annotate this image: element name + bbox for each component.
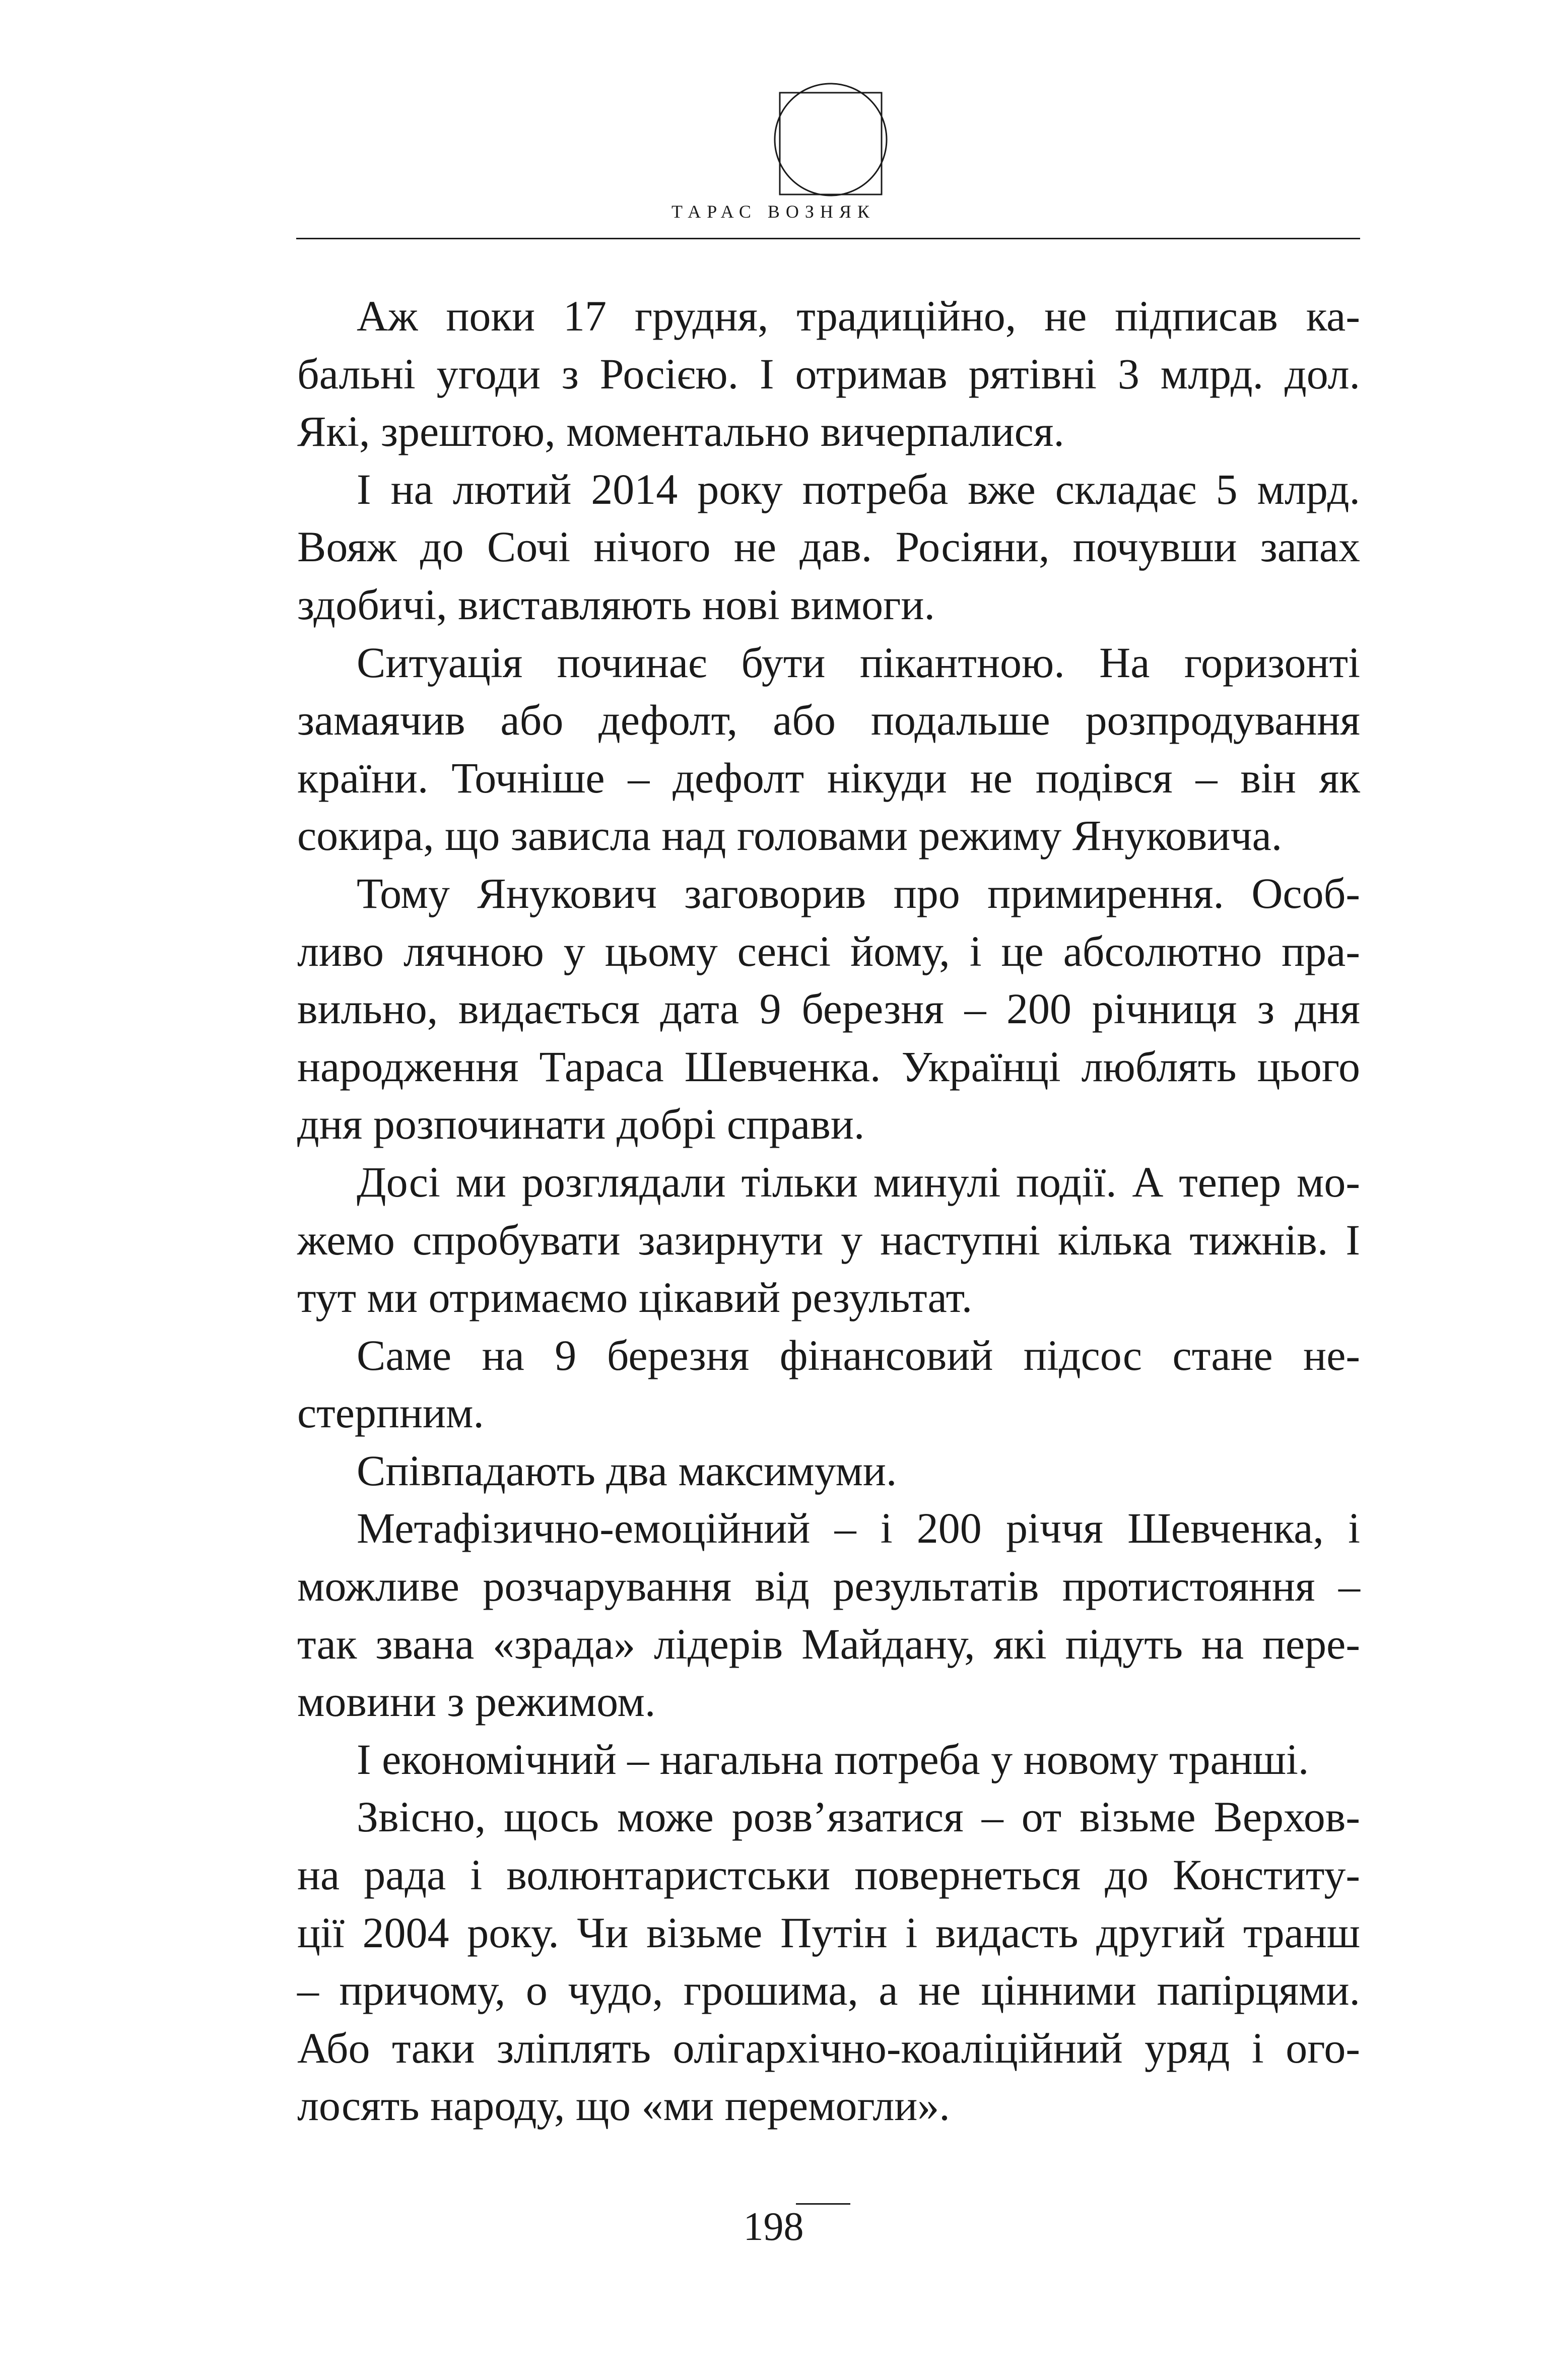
paragraph: [297, 1442, 1360, 1500]
text-line: вильно, видається дата 9 березня – 200 річниця з дня: [297, 984, 1360, 1033]
page-number: 198: [743, 2205, 804, 2249]
text-line: лосять народу, що «ми перемогли».: [297, 2081, 950, 2130]
text-line: бальні угоди з Росією. І отримав рятівні 3 млрд. дол.: [297, 349, 1360, 398]
paragraph: [297, 460, 1360, 634]
text-line: ції 2004 року. Чи візьме Путін і видасть другий транш: [297, 1908, 1360, 1957]
text-line: Досі ми розглядали тільки минулі події. А тепер мо-: [357, 1157, 1360, 1206]
header-divider: [296, 238, 1360, 239]
text-line: Які, зрештою, моментально вичерпалися.: [297, 407, 1064, 456]
text-line: сокира, що зависла над головами режиму Януковича.: [297, 811, 1283, 860]
text-line: Звісно, щось може розв’язатися – от візьме Верхов-: [357, 1793, 1360, 1841]
text-line: можливе розчарування від результатів протистояння –: [297, 1562, 1360, 1611]
text-line: жемо спробувати зазирнути у наступні кілька тижнів. І: [297, 1215, 1360, 1264]
text-line: здобичі, виставляють нові вимоги.: [297, 580, 935, 629]
paragraph: [297, 634, 1360, 865]
paragraph: [297, 1153, 1360, 1327]
text-line: тут ми отримаємо цікавий результат.: [297, 1273, 973, 1322]
text-line: – причому, о чудо, грошима, а не цінними папірцями.: [297, 1966, 1360, 2015]
text-line: Вояж до Сочі нічого не дав. Росіяни, почувши запах: [297, 522, 1360, 571]
text-line: Ситуація починає бути пікантною. На горизонті: [357, 638, 1360, 687]
text-line: мовини з режимом.: [297, 1677, 656, 1726]
text-line: народження Тараса Шевченка. Українці люблять цього: [297, 1042, 1360, 1091]
text-line: ливо лячною у цьому сенсі йому, і це абсолютно пра-: [297, 927, 1360, 975]
text-line: замаячив або дефолт, або подальше розпродування: [297, 696, 1360, 745]
body-text: [297, 287, 1360, 2135]
author-logo-icon: [773, 76, 889, 196]
paragraph: [297, 1731, 1360, 1789]
text-line: стерпним.: [297, 1389, 484, 1437]
text-line: І на лютий 2014 року потреба вже складає 5 млрд.: [357, 465, 1360, 513]
paragraph: [297, 1499, 1360, 1730]
paragraph: [297, 1788, 1360, 2135]
text-line: І економічний – нагальна потреба у новому транші.: [357, 1735, 1309, 1783]
running-head: ТАРАС ВОЗНЯК: [671, 202, 876, 222]
paragraph: [297, 287, 1360, 460]
paragraph: [297, 1327, 1360, 1442]
text-line: Тому Янукович заговорив про примирення. Особ-: [357, 869, 1360, 917]
text-line: так звана «зрада» лідерів Майдану, які підуть на пере-: [297, 1619, 1360, 1668]
text-line: Співпадають два максимуми.: [357, 1446, 897, 1495]
text-line: дня розпочинати добрі справи.: [297, 1100, 865, 1149]
text-line: країни. Точніше – дефолт нікуди не подівся – він як: [297, 753, 1360, 802]
text-line: на рада і волюнтаристськи повернеться до Конститу-: [297, 1850, 1360, 1899]
text-line: Метафізично-емоційний – і 200 річчя Шевченка, і: [357, 1504, 1360, 1553]
paragraph: [297, 865, 1360, 1153]
text-line: Або таки зліплять олігархічно-коаліційний уряд і ого-: [297, 2023, 1360, 2072]
text-line: Аж поки 17 грудня, традиційно, не підписав ка-: [357, 292, 1360, 340]
text-line: Саме на 9 березня фінансовий підсос стане не-: [357, 1331, 1360, 1379]
